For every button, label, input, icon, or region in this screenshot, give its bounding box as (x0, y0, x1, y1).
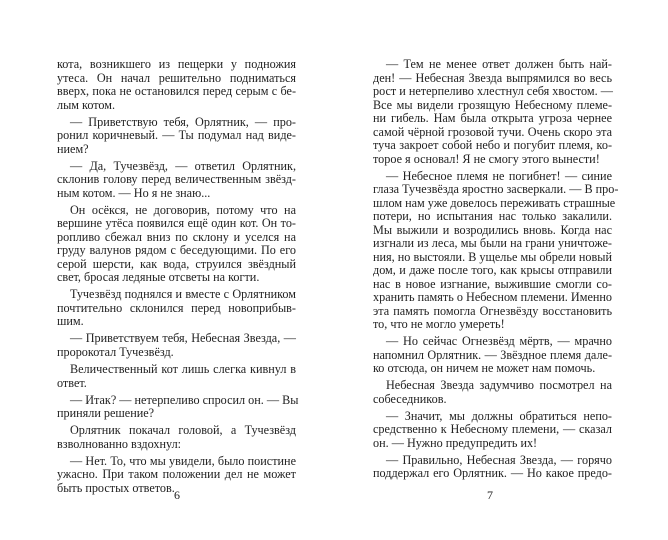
text-line: Мы выжили и возродились вновь. Когда нас (373, 222, 612, 237)
text-line: шим. (57, 314, 84, 329)
text-line: рост и нетерпеливо хлестнул себя хвостом. — (373, 84, 613, 98)
text-line: Все мы видели грозящую Небесному племе- (373, 97, 612, 112)
text-line: — Небесное племя не погибнет! — синие (386, 168, 612, 183)
text-line: ным котом. — Но я не знаю... (57, 185, 211, 200)
paragraph (373, 379, 612, 406)
text-line: поддержал его Орлятник. — Но какое предо- (373, 466, 612, 481)
paragraph (57, 332, 296, 359)
text-line: самой чёрной грозовой тучи. Очень скоро эта (373, 124, 612, 139)
text-line: туча закроет собой небо и погубит племя, ко- (373, 138, 612, 152)
text-line: хранить память о Небесном племени. Именно (373, 290, 612, 305)
text-line: — Да, Тучезвёзд, — ответил Орлятник, (70, 158, 296, 173)
text-line: изгнали из леса, мы были на грани уничтоже- (373, 236, 612, 251)
text-line: кота, возникшего из пещерки у подножия (57, 57, 296, 71)
text-line: потери, но испытания нас только закалили. (373, 209, 612, 224)
text-line: нас в новое изгнание, выжившие смогли со- (373, 276, 612, 291)
text-line: он. — Нужно предупредить их! (373, 435, 538, 450)
text-line: средственно к Небесному племени, — сказал (373, 422, 612, 437)
text-line: ко отсюда, он ничем не может нам помочь. (373, 361, 596, 376)
text-line: — Правильно, Небесная Звезда, — горячо (386, 452, 612, 467)
text-line: то, что не могло умереть! (373, 317, 505, 332)
text-line: утеса. Он начал решительно подниматься (57, 70, 296, 85)
paragraph (57, 58, 296, 112)
text-line: вверх, пока не остановился перед серым с бе- (57, 84, 296, 98)
paragraph (57, 288, 296, 329)
text-line: пророкотал Тучезвёзд. (57, 344, 174, 359)
text-line: Величественный кот лишь слегка кивнул в (70, 362, 296, 377)
text-line: — Приветствую тебя, Орлятник, — про- (70, 114, 296, 129)
text-line: лым котом. (57, 97, 116, 112)
text-line: взволнованно вздохнул: (57, 436, 182, 451)
text-line: вершине утёса появился ещё один кот. Он то- (57, 216, 296, 231)
text-line: нием? (57, 141, 89, 156)
text-line: ни гибель. Нам была открыта угроза чернее (373, 111, 612, 125)
paragraph (373, 168, 619, 332)
text-line: ропливо сбежал вниз по склону и уселся на (57, 229, 296, 244)
text-line: Орлятник покачал головой, а Тучезвёзд (70, 423, 296, 438)
paragraph (57, 363, 296, 390)
text-line: почтительно склонился перед новоприбыв- (57, 300, 296, 315)
text-line: — Итак? — нетерпеливо спросил он. — Вы (70, 392, 299, 407)
paragraph (57, 204, 296, 285)
text-line: свет, бросая ледяные отсветы на когти. (57, 270, 260, 285)
page-number-left: 6 (174, 488, 180, 502)
text-line: ужасно. При таком положении дел не может (57, 467, 296, 482)
text-line: ния, но выстояли. В ущелье мы обрели новый (373, 249, 612, 264)
paragraph (373, 410, 612, 451)
right-page-text (373, 57, 619, 485)
text-line: Тучезвёзд поднялся и вместе с Орлятником (70, 287, 296, 302)
text-line: напомнил Орлятник. — Звёздное племя дале- (373, 347, 612, 362)
text-line: груду валунов рядом с беседующими. По его (57, 243, 296, 258)
text-line: ответ. (57, 375, 87, 390)
text-line: Небесная Звезда задумчиво посмотрел на (386, 378, 612, 393)
paragraph (57, 116, 296, 157)
text-line: — Значит, мы должны обратиться непо- (386, 408, 612, 423)
text-line: торое я основал! Я не смогу этого вынести! (373, 151, 600, 166)
page-number-right: 7 (487, 488, 493, 502)
text-line: быть простых ответов. (57, 480, 175, 495)
text-line: ронил коричневый. — Ты подумал над виде- (57, 128, 296, 143)
text-line: шлом нам уже довелось переживать страшные (373, 195, 616, 210)
text-line: — Приветствуем тебя, Небесная Звезда, — (70, 331, 296, 346)
left-page-text (57, 57, 299, 499)
paragraph (57, 160, 296, 201)
paragraph (373, 58, 612, 166)
paragraph (373, 454, 612, 481)
text-line: глаза Тучезвёзда яростно засверкали. — В про- (373, 182, 619, 197)
text-line: серой шерсти, как вода, струился звёздный (57, 256, 296, 271)
text-line: эта память помогла Огнезвёзду восстановить (373, 303, 612, 318)
text-line: склонив голову перед величественным звёзд- (57, 172, 296, 187)
paragraph (57, 392, 299, 421)
text-line: дом, и даже после того, как крысы отправили (373, 263, 612, 278)
paragraph (373, 335, 612, 376)
text-line: приняли решение? (57, 406, 155, 421)
text-line: собеседников. (373, 391, 447, 406)
text-line: Он осёкся, не договорив, потому что на (70, 202, 296, 217)
text-line: — Нет. То, что мы увидели, было поистине (70, 453, 296, 468)
text-line: ден! — Небесная Звезда выпрямился во весь (373, 70, 612, 85)
text-line: — Но сейчас Огнезвёзд мёртв, — мрачно (386, 334, 612, 349)
paragraph (57, 424, 296, 451)
text-line: — Тем не менее ответ должен быть най- (386, 57, 612, 71)
